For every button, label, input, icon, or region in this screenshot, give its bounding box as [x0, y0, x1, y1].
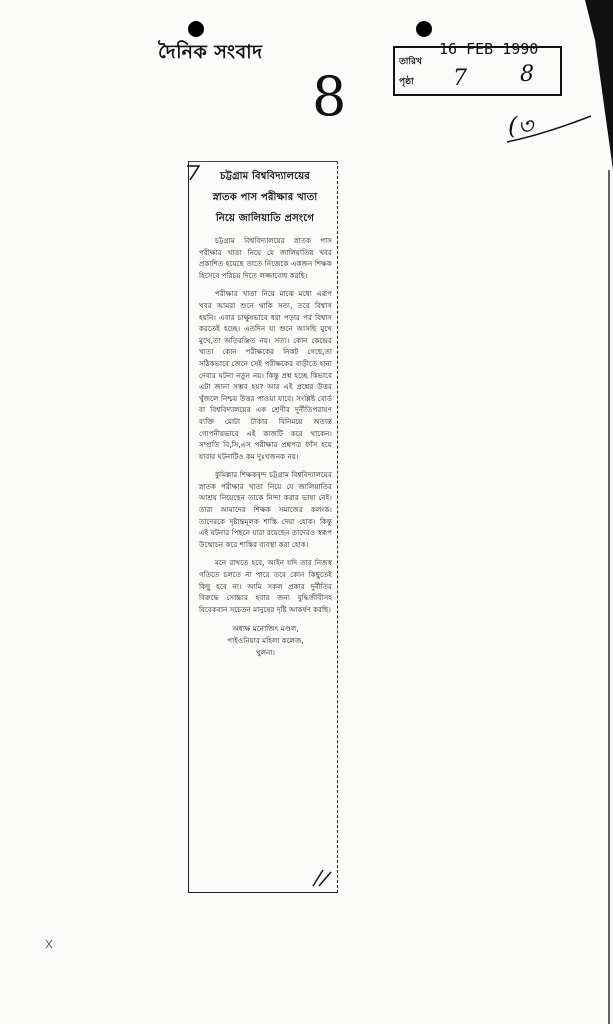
clipping-corner-mark [311, 866, 335, 888]
stamp-page-label: পৃষ্ঠা [399, 77, 414, 87]
headline-line: চট্টগ্রাম বিশ্ববিদ্যালয়ের [219, 171, 310, 182]
stamp-handwritten-extra: 8 [520, 62, 534, 87]
headline-corner-mark [185, 164, 201, 182]
signature-line: পাইওনিয়ার মহিলা কলেজ, [227, 636, 304, 646]
article-headline [197, 166, 333, 229]
article-paragraph: মনে রাখতে হবে, আইন যদি তার নিজস্ব গতিতে চলতে না পারে তবে কোন কিছুতেই কিছু হবে না। আমি সকল প্রকার দুর্নীতির বিরুদ্ধে সোচ্চার হবার জন্য বুদ্ধিজীবীসহ বিবেকবান সচেতন মানুষের দৃষ্টি আকর্ষণ করছি। [199, 558, 332, 614]
article-paragraph: চট্টগ্রাম বিশ্ববিদ্যালয়ের স্নাতক পাস পরীক্ষার খাতা নিয়ে যে জালিয়াতির খবর প্রকাশিত হয়েছে তাতে নিজেকে একজন শিক্ষক হিসেবে পরিচয় দিতে লজ্জাবোধ করছি। [199, 236, 332, 280]
article-paragraph: পরীক্ষার খাতা নিয়ে মাঝে মধ্যে এরূপ খবর আমরা শুনে থাকি সত্য, তবে বিশ্বাস হয়নি। এবার চাক্ষুষভাবে ধরা পড়ার পর বিশ্বাস করতেই হচ্ছে। এতদিন যা শুনে আসছি মুখে মুখে,তা অতিরঞ্জিত নয়। সত্য। কোন কেন্দ্রের খাতা কোন পরীক্ষকের নিকট গেছে,তা সঠিকভাবে জেনে সেই পরীক্ষকের বাড়ীতে হানা দেবার ঘটনা নতুন নয়। কিন্তু প্রশ্ন হচ্ছে কিভাবে এটা জানা সম্ভব হয়? আর এই প্রশ্নের উত্তর খুঁজলে নিশ্চয় উত্তর পাওয়া যাবে। সংশ্লিষ্ট বোর্ড বা বিশ্ববিদ্যালয়ের এক শ্রেণীর দুর্নীতিপরায়ণ ব্যক্তি মোটা টাকার বিনিময়ে অত্যন্ত গোপনীয়ভাবে এই কাজটি করে থাকেন। সম্প্রতি বি,সি,এস পরীক্ষার প্রশ্নপত্র ফাঁস হয়ে যাবার ঘটনাটিও কম দুঃখজনক নয়। [199, 289, 332, 461]
stamp-date: 16 FEB 1990 [439, 40, 539, 58]
newspaper-masthead: দৈনিক সংবাদ [158, 41, 263, 63]
signature-line: অধ্যক্ষ মনোজিৎ মণ্ডল, [232, 624, 299, 634]
handwritten-page-number: 8 [312, 65, 347, 128]
signature-line: খুলনা। [255, 648, 276, 658]
letter-signature [199, 623, 332, 659]
margin-handwritten-mark: (৩ [508, 112, 533, 140]
punch-hole-left [188, 21, 204, 37]
headline-line: নিয়ে জালিয়াতি প্রসংগে [215, 213, 315, 224]
page-edge-shadow [565, 0, 613, 1024]
newspaper-clipping [188, 161, 338, 893]
punch-hole-right [416, 21, 432, 37]
stamp-date-label: তারিখ [399, 57, 422, 67]
margin-mark-stroke [505, 112, 595, 152]
date-stamp [393, 40, 562, 96]
article-paragraph: কুমিল্লার শিক্ষকবৃন্দ চট্টগ্রাম বিশ্ববিদ্যালয়ের স্নাতক পরীক্ষার খাতা নিয়ে যে জালিয়াতির আশ্রয় নিয়েছেন তাকে নিন্দা করার ভাষা নেই। তারা আমাদের শিক্ষক সমাজের কলংক। তাদেরকে দৃষ্টান্তমূলক শাস্তি দেয়া হোক। কিন্তু এই ঘটনার পিছনে যারা রয়েছেন তাদেরও স্বরূপ উন্মোচন করে শাস্তির ব্যবস্থা করা হোক। [199, 470, 332, 549]
scan-speck [44, 938, 54, 950]
stamp-handwritten-page: 7 [453, 66, 467, 91]
headline-line: স্নাতক পাস পরীক্ষার খাতা [212, 192, 318, 203]
